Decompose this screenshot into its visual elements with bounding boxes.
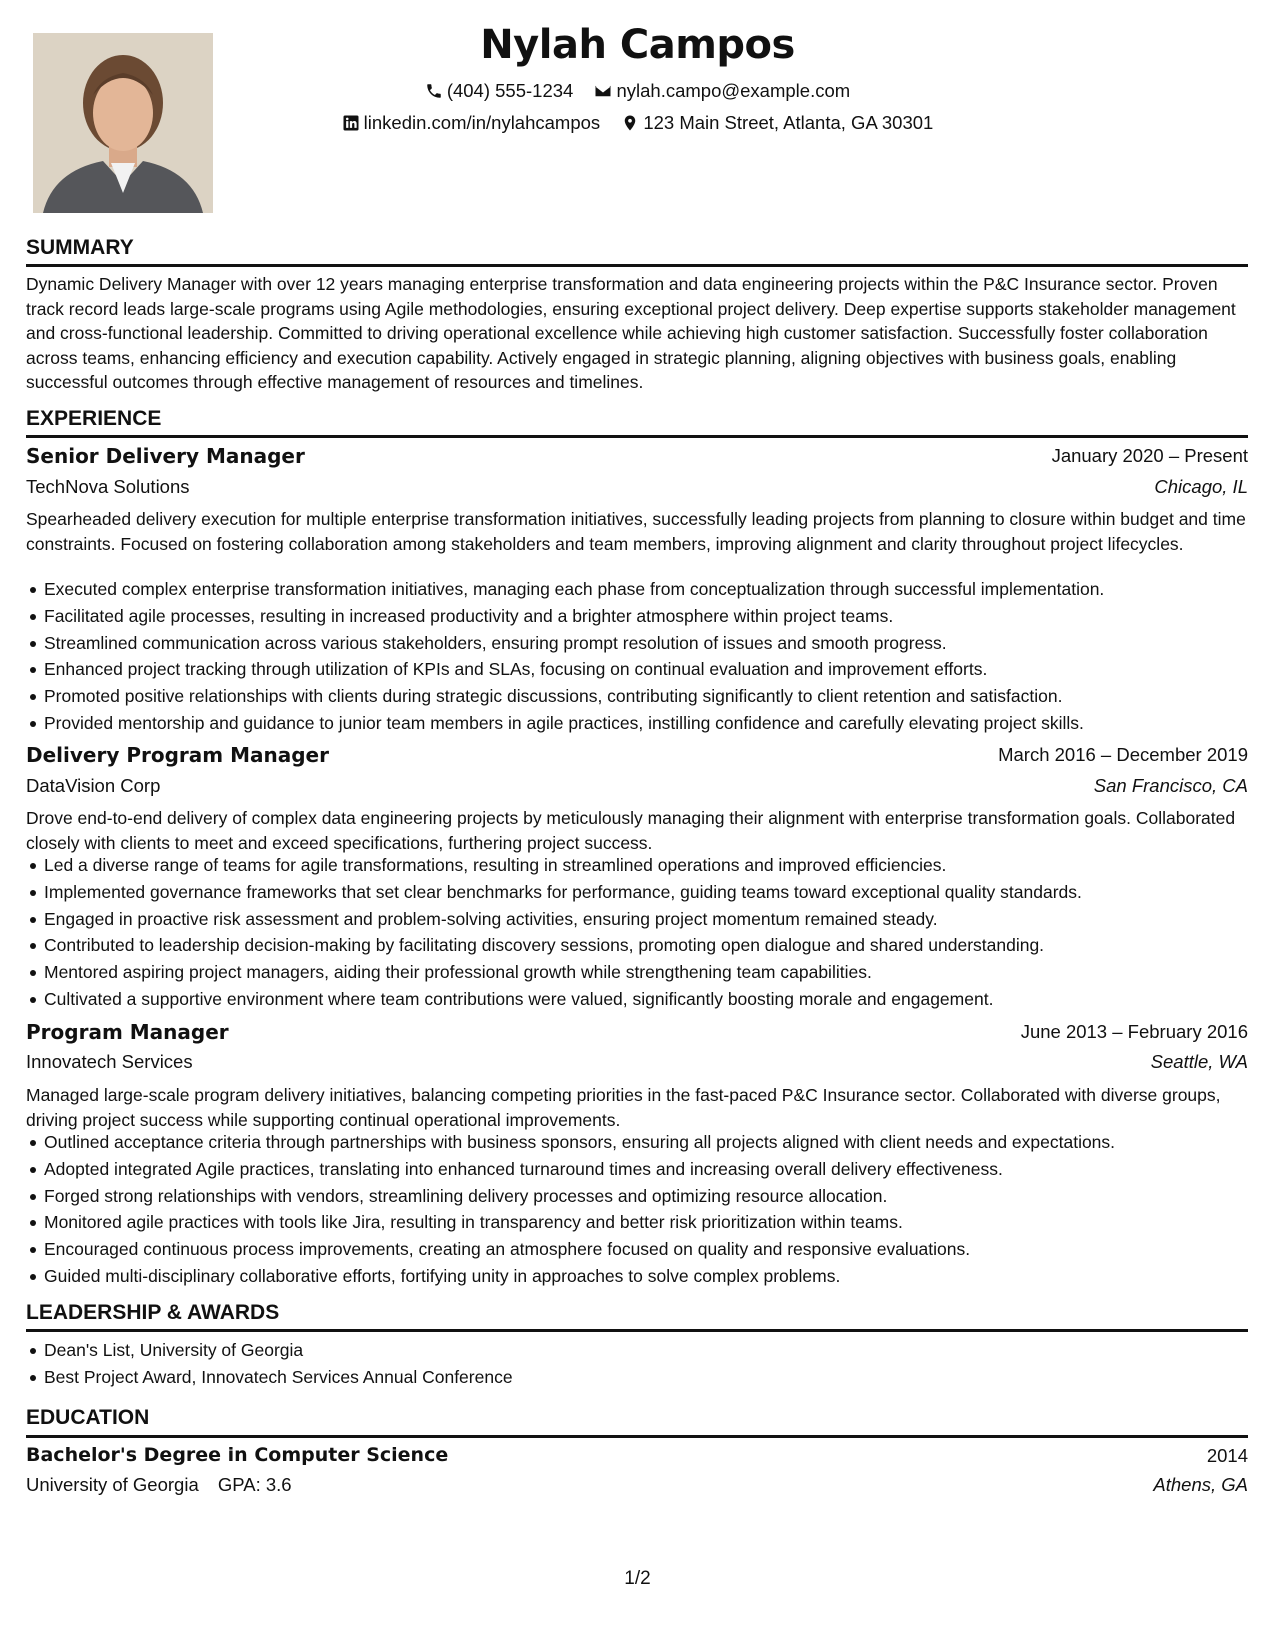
phone-text: (404) 555-1234 (446, 80, 574, 101)
email-text: nylah.campo@example.com (616, 80, 851, 101)
awards-heading: LEADERSHIP & AWARDS (26, 1301, 280, 1324)
awards-divider (26, 1329, 1248, 1332)
gpa: GPA: 3.6 (217, 1474, 292, 1495)
list-item: Adopted integrated Agile practices, translating into enhanced turnaround times and increasing overall delivery effectiveness. (26, 1156, 1251, 1183)
job-company: Innovatech Services (26, 1051, 193, 1072)
linkedin-contact[interactable] (342, 112, 601, 134)
contact-row-1 (0, 80, 1275, 105)
school-line (26, 1474, 292, 1496)
job-bullets (26, 576, 1251, 737)
phone-icon (425, 82, 443, 100)
map-pin-icon (621, 114, 639, 132)
list-item: Executed complex enterprise transformation initiatives, managing each phase from conceptualization through successful implementation. (26, 576, 1251, 603)
linkedin-icon (342, 114, 360, 132)
list-item: Cultivated a supportive environment where team contributions were valued, significantly boosting morale and engagement. (26, 986, 1251, 1013)
job-title: Senior Delivery Manager (26, 444, 305, 468)
list-item: Engaged in proactive risk assessment and problem-solving activities, ensuring project momentum remained steady. (26, 906, 1251, 933)
address-contact (621, 112, 933, 134)
list-item: Led a diverse range of teams for agile transformations, resulting in streamlined operations and improved efficiencies. (26, 852, 1251, 879)
list-item: Streamlined communication across various stakeholders, ensuring prompt resolution of issues and smooth progress. (26, 630, 1251, 657)
job-dates: March 2016 – December 2019 (998, 744, 1248, 765)
envelope-icon (594, 82, 612, 100)
list-item: Outlined acceptance criteria through partnerships with business sponsors, ensuring all projects aligned with client needs and expectations. (26, 1129, 1251, 1156)
education-divider (26, 1435, 1248, 1438)
list-item: Promoted positive relationships with clients during strategic discussions, contributing significantly to client retention and satisfaction. (26, 683, 1251, 710)
job-dates: January 2020 – Present (1051, 445, 1248, 466)
list-item: Monitored agile practices with tools like Jira, resulting in transparency and better risk prioritization within teams. (26, 1209, 1251, 1236)
job-title: Delivery Program Manager (26, 743, 329, 767)
list-item: Implemented governance frameworks that set clear benchmarks for performance, guiding teams toward exceptional quality standards. (26, 879, 1251, 906)
list-item: Guided multi-disciplinary collaborative efforts, fortifying unity in approaches to solve complex problems. (26, 1263, 1251, 1290)
job-location: Seattle, WA (1150, 1051, 1248, 1072)
education-heading: EDUCATION (26, 1406, 150, 1429)
job-location: San Francisco, CA (1093, 775, 1248, 796)
job-location: Chicago, IL (1154, 476, 1248, 497)
school-location: Athens, GA (1153, 1474, 1248, 1495)
job-bullets (26, 1129, 1251, 1290)
experience-divider (26, 435, 1248, 438)
list-item: Mentored aspiring project managers, aiding their professional growth while strengthening team capabilities. (26, 959, 1251, 986)
address-text: 123 Main Street, Atlanta, GA 30301 (643, 112, 934, 133)
page-number: 1/2 (624, 1568, 651, 1589)
degree-title: Bachelor's Degree in Computer Science (26, 1444, 449, 1466)
job-description: Managed large-scale program delivery initiatives, balancing competing priorities in the fast-paced P&C Insurance sector. Collaborated with diverse groups, driving project success while supporting continual operational improvements. (26, 1085, 1221, 1130)
job-bullets (26, 852, 1251, 1013)
summary-heading: SUMMARY (26, 236, 134, 259)
list-item: Enhanced project tracking through utilization of KPIs and SLAs, focusing on continual evaluation and improvement efforts. (26, 656, 1251, 683)
list-item: Contributed to leadership decision-making by facilitating discovery sessions, promoting open dialogue and shared understanding. (26, 932, 1251, 959)
linkedin-text: linkedin.com/in/nylahcampos (363, 112, 601, 133)
job-company: DataVision Corp (26, 775, 161, 796)
phone-contact[interactable] (425, 80, 574, 102)
school-name: University of Georgia (26, 1474, 199, 1495)
list-item: Forged strong relationships with vendors, streamlining delivery processes and optimizing resource allocation. (26, 1183, 1251, 1210)
list-item: Best Project Award, Innovatech Services Annual Conference (26, 1364, 1251, 1391)
job-description: Spearheaded delivery execution for multiple enterprise transformation initiatives, successfully leading projects from planning to closure within budget and time constraints. Focused on fostering collaboration among stakeholders and team members, improving alignment and clarity throughout project lifecycles. (26, 509, 1246, 554)
list-item: Encouraged continuous process improvements, creating an atmosphere focused on quality and responsive evaluations. (26, 1236, 1251, 1263)
job-title: Program Manager (26, 1020, 229, 1044)
awards-list (26, 1337, 1251, 1391)
job-dates: June 2013 – February 2016 (1020, 1021, 1248, 1042)
graduation-year: 2014 (1206, 1445, 1248, 1466)
experience-heading: EXPERIENCE (26, 407, 162, 430)
summary-text: Dynamic Delivery Manager with over 12 years managing enterprise transformation and data engineering projects within the P&C Insurance sector. Proven track record leads large-scale programs using Agile methodologies, ensuring exceptional project delivery. Deep expertise supports stakeholder management and cross-functional leadership. Committed to driving operational excellence while achieving high customer satisfaction. Successfully foster collaboration across teams, enhancing efficiency and execution capability. Actively engaged in strategic planning, aligning objectives with business goals, enabling successful outcomes through effective management of resources and timelines. (26, 274, 1236, 392)
list-item: Facilitated agile processes, resulting in increased productivity and a brighter atmosphere within project teams. (26, 603, 1251, 630)
email-contact[interactable] (594, 80, 850, 102)
contact-row-2 (0, 112, 1275, 137)
candidate-name: Nylah Campos (480, 22, 795, 68)
job-description: Drove end-to-end delivery of complex data engineering projects by meticulously managing their alignment with enterprise transformation goals. Collaborated closely with clients to meet and exceed specifications, furthering project success. (26, 808, 1236, 853)
list-item: Dean's List, University of Georgia (26, 1337, 1251, 1364)
list-item: Provided mentorship and guidance to junior team members in agile practices, instilling confidence and carefully elevating project skills. (26, 710, 1251, 737)
job-company: TechNova Solutions (26, 476, 190, 497)
summary-divider (26, 264, 1248, 267)
